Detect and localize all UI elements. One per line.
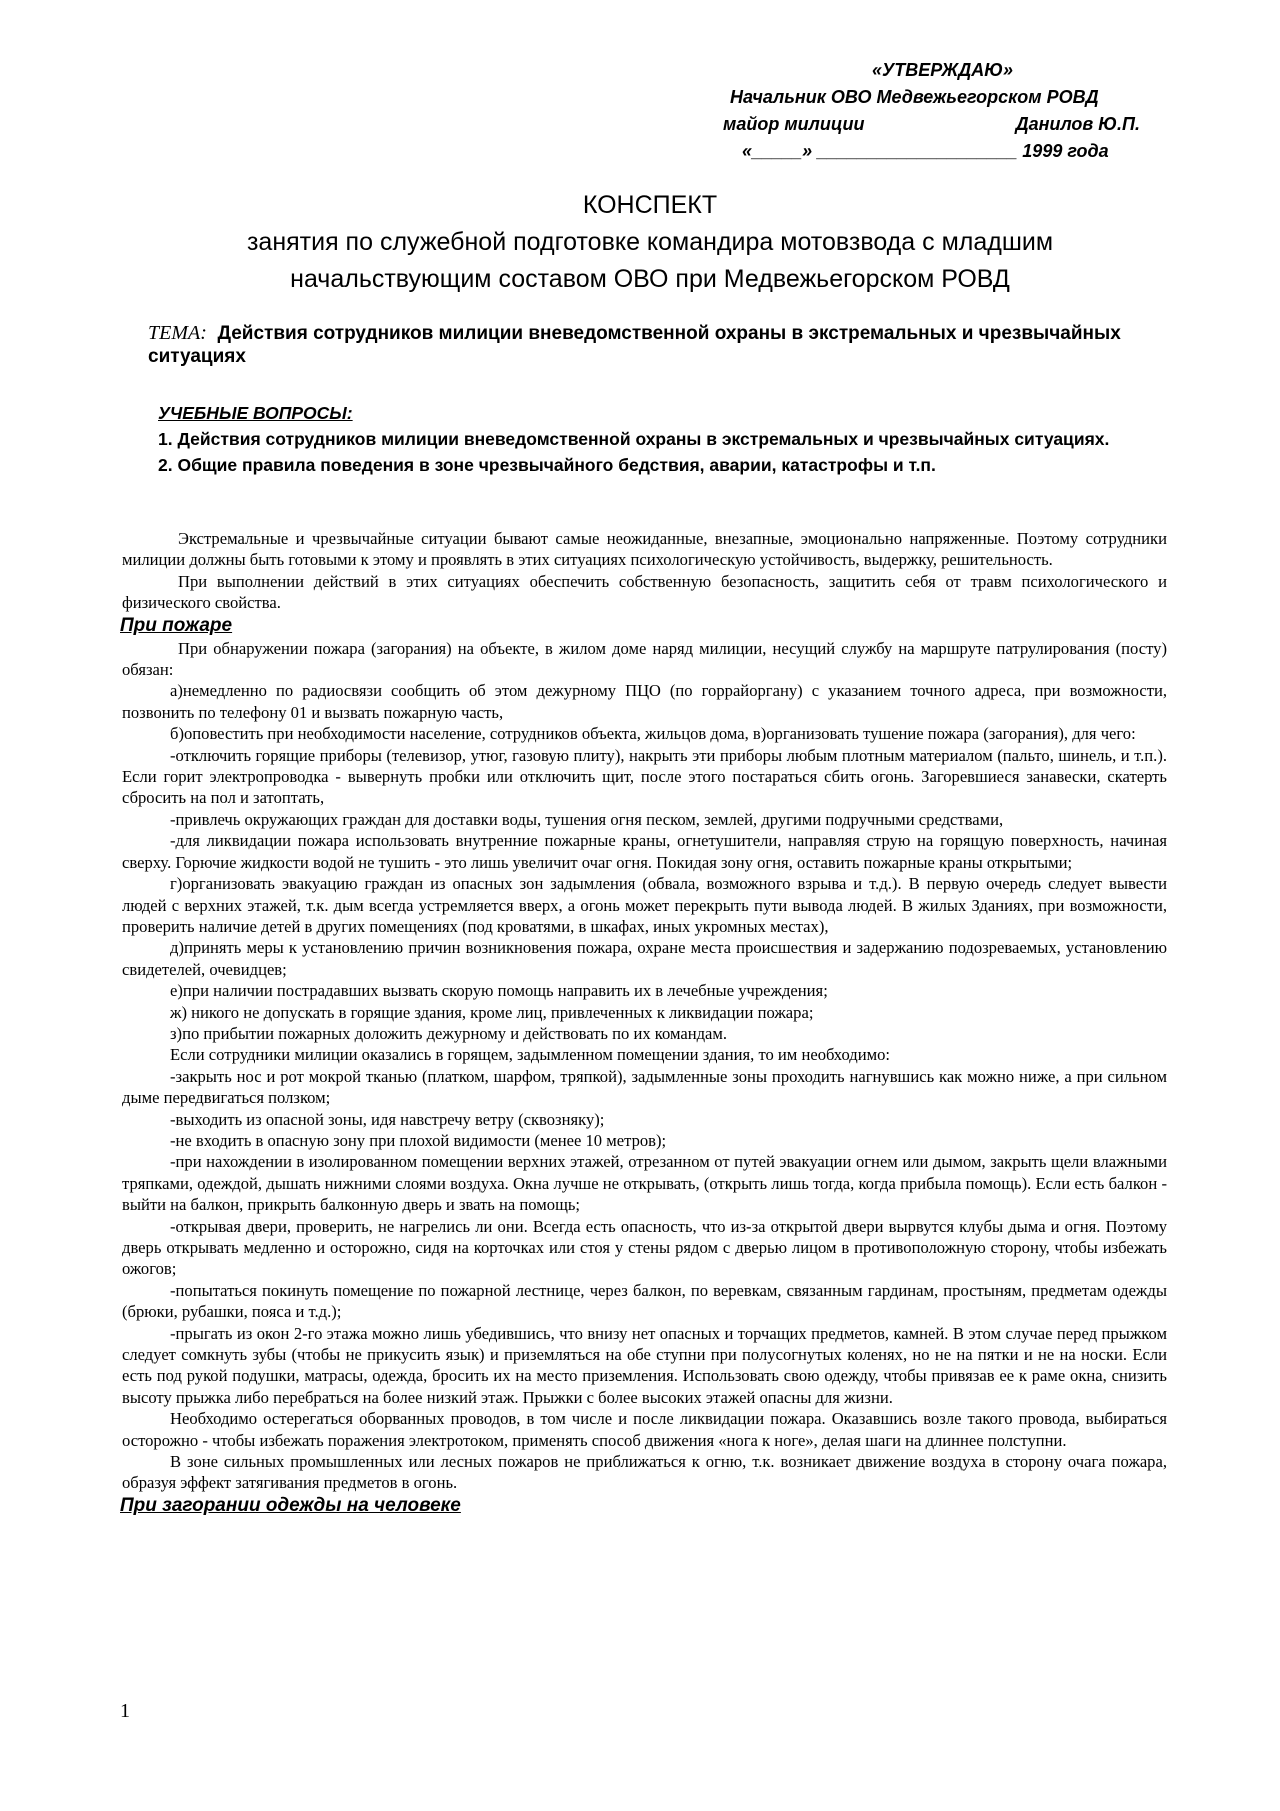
paragraph: е)при наличии пострадавших вызвать скорую помощь направить их в лечебные учреждения;	[170, 981, 828, 1001]
paragraph: а)немедленно по радиосвязи сообщить об этом дежурному ПЦО (по горрайоргану) с указанием точного адреса, при возможности, позвонить по телефону 01 и вызвать пожарную часть,	[122, 681, 1167, 722]
intro-paragraph: Экстремальные и чрезвычайные ситуации бывают самые неожиданные, внезапные, эмоционально напряженные. Поэтому сотрудники милиции должны быть готовыми к этому и проявлять в этих ситуациях психологическую устойчивость, выдержку, решительность.	[122, 529, 1167, 570]
paragraph: -попытаться покинуть помещение по пожарной лестнице, через балкон, по веревкам, связанным гардинам, простыням, предметам одежды (брюки, рубашки, пояса и т.д.);	[122, 1280, 1167, 1322]
paragraph: ж) никого не допускать в горящие здания, кроме лиц, привлеченных к ликвидации пожара;	[170, 1002, 814, 1022]
approval-date-line: «_____» ____________________ 1999 года	[742, 141, 1109, 161]
approval-position: Начальник ОВО Медвежьегорском РОВД	[730, 87, 1099, 107]
page-number: 1	[120, 1700, 130, 1722]
paragraph: з)по прибытии пожарных доложить дежурному и действовать по их командам.	[170, 1023, 728, 1043]
paragraph: -прыгать из окон 2-го этажа можно лишь убедившись, что внизу нет опасных и торчащих предметов, камней. В этом случае перед прыжком следует сомкнуть зубы (чтобы не прикусить язык) и приземляться на обе ступни при полусогнутых коленях, но не на пятки и не на носки. Если есть под рукой подушки, матрасы, одежда, бросить их на место приземления. Использовать свою одежду, чтобы привязав ее к раме окна, снизить высоту прыжка либо перебраться на более низкий этаж. Прыжки с более высоких этажей опасны для жизни.	[122, 1323, 1167, 1407]
questions-heading: УЧЕБНЫЕ ВОПРОСЫ:	[158, 403, 353, 423]
question-item: 1. Действия сотрудников милиции вневедомственной охраны в экстремальных и чрезвычайных ситуациях.	[158, 429, 1110, 449]
body-text	[122, 528, 1167, 1518]
approval-block	[700, 57, 1160, 165]
title-line-1: КОНСПЕКТ	[582, 191, 718, 219]
theme	[148, 322, 1158, 368]
paragraph: г)организовать эвакуацию граждан из опасных зон задымления (обвала, возможного взрыва и т.д.). В первую очередь следует вывести людей с верхних этажей, т.к. дым всегда устремляется вверх, а огонь может перекрыть пути вывода людей. В жилых Зданиях, при возможности, проверить наличие детей в других помещениях (под кроватями, в шкафах, иных укромных местах),	[122, 874, 1167, 936]
approval-rank-line	[700, 111, 1160, 138]
paragraph: -не входить в опасную зону при плохой видимости (менее 10 метров);	[170, 1130, 667, 1150]
approval-title: «УТВЕРЖДАЮ»	[872, 60, 1013, 80]
title-line-3: начальствующим составом ОВО при Медвежьегорском РОВД	[290, 265, 1010, 293]
section-heading-fire: При пожаре	[120, 614, 233, 636]
approval-rank: майор милиции	[723, 114, 865, 134]
paragraph: -для ликвидации пожара использовать внутренние пожарные краны, огнетушители, направляя струю на горящую поверхность, начиная сверху. Горючие жидкости водой не тушить - это лишь увеличит очаг огня. Покидая зону огня, оставить пожарные краны открытыми;	[122, 831, 1167, 872]
intro-paragraph: При выполнении действий в этих ситуациях обеспечить собственную безопасность, защитить себя от травм психологического и физического свойства.	[122, 571, 1167, 613]
paragraph: д)принять меры к установлению причин возникновения пожара, охране места происшествия и задержанию подозреваемых, установлению свидетелей, очевидцев;	[122, 938, 1167, 979]
paragraph: б)оповестить при необходимости население, сотрудников объекта, жильцов дома, в)организовать тушение пожара (загорания), для чего:	[170, 724, 1136, 744]
title-line-2: занятия по служебной подготовке командира мотовзвода с младшим	[246, 228, 1054, 256]
paragraph: Необходимо остерегаться оборванных проводов, в том числе и после ликвидации пожара. Оказавшись возле такого провода, выбираться осторожно - чтобы избежать поражения электротоком, применять способ движения «нога к ноге», делая шаги на длиннее полступни.	[122, 1409, 1167, 1450]
paragraph: -выходить из опасной зоны, идя навстречу ветру (сквозняку);	[170, 1109, 605, 1129]
paragraph: В зоне сильных промышленных или лесных пожаров не приближаться к огню, т.к. возникает движение воздуха в сторону очага пожара, образуя эффект затягивания предметов в огонь.	[122, 1452, 1167, 1493]
question-item: 2. Общие правила поведения в зоне чрезвычайного бедствия, аварии, катастрофы и т.п.	[158, 455, 936, 475]
paragraph: -при нахождении в изолированном помещении верхних этажей, отрезанном от путей эвакуации огнем или дымом, закрыть щели влажными тряпками, одеждой, дышать нижними слоями воздуха. Окна лучше не открывать, (открыть лишь тогда, когда прибыла помощь). Если есть балкон - выйти на балкон, прикрыть балконную дверь и звать на помощь;	[122, 1152, 1167, 1215]
paragraph: -открывая двери, проверить, не нагрелись ли они. Всегда есть опасность, что из-за открытой двери вырвутся клубы дыма и огня. Поэтому дверь открывать медленно и осторожно, сидя на корточках или стоя у стены рядом с дверью лицом в противоположную сторону, чтобы избежать ожогов;	[122, 1216, 1167, 1279]
approval-name: Данилов Ю.П.	[1015, 114, 1140, 134]
paragraph: -закрыть нос и рот мокрой тканью (платком, шарфом, тряпкой), задымленные зоны проходить нагнувшись как можно ниже, а при сильном дыме передвигаться ползком;	[122, 1066, 1167, 1108]
theme-label: ТЕМА:	[148, 322, 207, 344]
paragraph: Если сотрудники милиции оказались в горящем, задымленном помещении здания, то им необходимо:	[170, 1045, 891, 1065]
document-title	[130, 187, 1170, 298]
paragraph: -отключить горящие приборы (телевизор, утюг, газовую плиту), накрыть эти приборы любым плотным материалом (пальто, шинель, и т.п.). Если горит электропроводка - вывернуть пробки или отключить щит, после этого постараться сбить огонь. Загоревшиеся занавески, скатерть сбросить на пол и затоптать,	[122, 745, 1167, 808]
study-questions	[158, 400, 1158, 478]
section-heading-clothing-fire: При загорании одежды на человеке	[120, 1494, 461, 1516]
paragraph: -привлечь окружающих граждан для доставки воды, тушения огня песком, землей, другими подручными средствами,	[170, 809, 1004, 829]
paragraph: При обнаружении пожара (загорания) на объекте, в жилом доме наряд милиции, несущий службу на маршруте патрулирования (посту) обязан:	[122, 638, 1167, 680]
theme-text: Действия сотрудников милиции вневедомственной охраны в экстремальных и чрезвычайных ситуациях	[148, 323, 1121, 367]
